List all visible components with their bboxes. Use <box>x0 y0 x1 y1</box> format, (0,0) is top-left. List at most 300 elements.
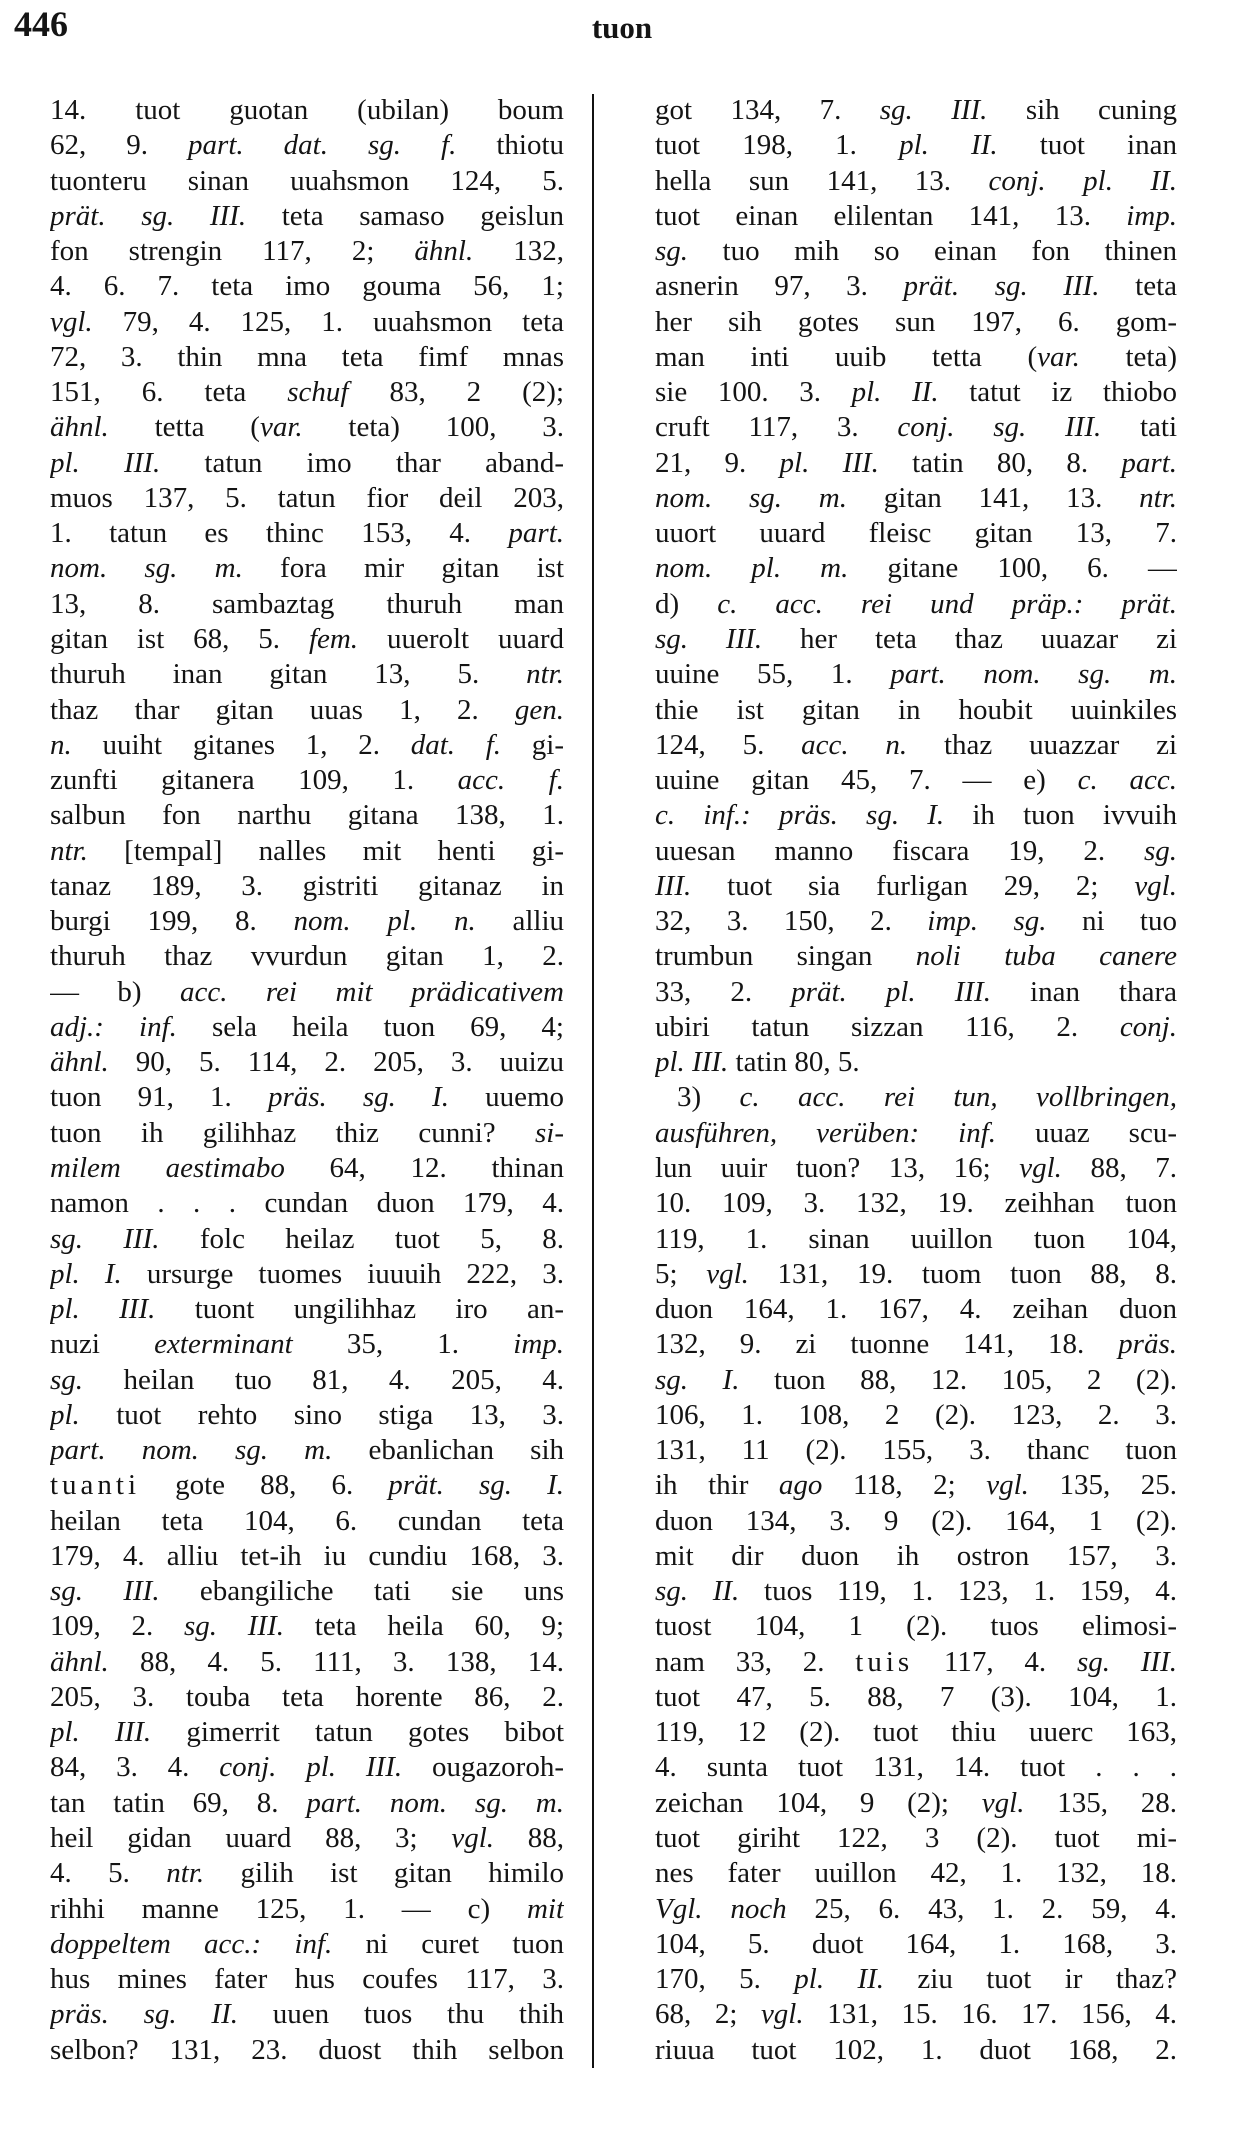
text-line <box>655 1609 1177 1644</box>
italic-abbrev: pl. III. <box>50 446 161 479</box>
text-line <box>655 834 1177 869</box>
text-segment: 4. 5. <box>50 1857 167 1890</box>
text-segment: 124, 5. <box>655 728 802 761</box>
text-line <box>50 1750 564 1785</box>
italic-abbrev: ntr. <box>526 658 564 691</box>
text-segment: tuot rehto sino stiga 13, 3. <box>79 1398 564 1431</box>
italic-abbrev: pl. III. <box>779 446 879 479</box>
text-line <box>655 1363 1177 1398</box>
text-segment: 131, 15. 16. 17. 156, 4. <box>803 1998 1177 2031</box>
italic-abbrev: pl. III. <box>50 1716 152 1749</box>
text-line <box>655 1045 1177 1080</box>
italic-abbrev: acc. rei mit prädicativem <box>180 975 564 1008</box>
text-line <box>50 622 564 657</box>
italic-abbrev: nom. sg. m. <box>655 481 847 514</box>
italic-abbrev: vgl. <box>1019 1151 1062 1184</box>
italic-abbrev: pl. II. <box>794 1963 885 1996</box>
italic-abbrev: part. nom. sg. m. <box>306 1786 564 1819</box>
text-segment: uuiht gitanes 1, 2. <box>71 728 411 761</box>
text-line <box>655 269 1177 304</box>
italic-abbrev: sg. III. <box>655 622 763 655</box>
text-line <box>655 481 1177 516</box>
italic-abbrev: sg. <box>655 235 689 268</box>
text-segment: uuesan manno fiscara 19, 2. <box>655 834 1144 867</box>
text-segment: tatin 80, 8. <box>878 446 1122 479</box>
text-segment: 131, 11 (2). 155, 3. thanc tuon <box>655 1434 1177 1467</box>
text-segment: d) <box>655 587 718 620</box>
text-segment: teta samaso geislun <box>246 199 564 232</box>
text-segment: 117, 4. <box>913 1645 1077 1678</box>
text-segment: 64, 12. thinan <box>284 1151 564 1184</box>
text-segment: gitan 141, 13. <box>846 481 1140 514</box>
italic-abbrev: adj.: inf. <box>50 1010 177 1043</box>
italic-abbrev: c. acc. <box>1077 764 1177 797</box>
italic-abbrev: dat. f. <box>410 728 502 761</box>
text-segment: sela heila tuon 69, 4; <box>176 1010 564 1043</box>
text-segment: heilan tuo 81, 4. 205, 4. <box>83 1363 564 1396</box>
text-line <box>655 1186 1177 1221</box>
italic-abbrev: ähnl. <box>414 235 474 268</box>
text-line <box>50 2033 564 2068</box>
text-segment: teta) <box>1079 340 1177 373</box>
text-segment: ih tuon ivvuih <box>944 799 1177 832</box>
text-segment: 135, 28. <box>1024 1786 1177 1819</box>
text-segment: tuot giriht 122, 3 (2). tuot mi- <box>655 1822 1177 1855</box>
text-segment: her sih gotes sun 197, 6. gom- <box>655 305 1177 338</box>
text-line <box>50 587 564 622</box>
text-segment: burgi 199, 8. <box>50 905 294 938</box>
text-segment: folc heilaz tuot 5, 8. <box>159 1222 564 1255</box>
text-segment: nuzi <box>50 1328 155 1361</box>
right-column <box>655 93 1177 2068</box>
text-line <box>655 516 1177 551</box>
text-line <box>50 1080 564 1115</box>
text-segment: 83, 2 (2); <box>348 376 564 409</box>
text-segment: nes fater uuillon 42, 1. 132, 18. <box>655 1857 1177 1890</box>
text-segment: tuanti <box>50 1469 141 1502</box>
text-segment: ebanlichan sih <box>332 1434 564 1467</box>
text-line <box>655 1680 1177 1715</box>
text-segment: 109, 2. <box>50 1610 184 1643</box>
text-line <box>655 128 1177 163</box>
text-segment: uuen tuos thu thih <box>237 1998 564 2031</box>
text-segment: ubiri tatun sizzan 116, 2. <box>655 1010 1120 1043</box>
text-line <box>50 375 564 410</box>
text-line <box>655 1715 1177 1750</box>
text-segment: tuos 119, 1. 123, 1. 159, 4. <box>739 1575 1177 1608</box>
text-line <box>655 2033 1177 2068</box>
text-segment: selbon? 131, 23. duost thih selbon <box>50 2033 564 2066</box>
text-line <box>655 1010 1177 1045</box>
italic-abbrev: ähnl. <box>50 1046 109 1079</box>
text-line <box>50 1363 564 1398</box>
italic-abbrev: part. nom. sg. m. <box>50 1434 333 1467</box>
text-line <box>50 1786 564 1821</box>
text-line <box>655 93 1177 128</box>
text-segment: gitane 100, 6. — <box>848 552 1177 585</box>
text-segment: tatut iz thiobo <box>938 376 1177 409</box>
text-line <box>50 481 564 516</box>
text-line <box>655 1504 1177 1539</box>
text-segment: 179, 4. alliu tet-ih iu cundiu 168, 3. <box>50 1539 564 1572</box>
italic-abbrev: pl. II. <box>851 376 939 409</box>
italic-abbrev: part. <box>1121 446 1177 479</box>
text-segment: tan tatin 69, 8. <box>50 1786 307 1819</box>
text-line <box>50 1292 564 1327</box>
italic-abbrev: n. <box>50 728 72 761</box>
text-segment: uuemo <box>448 1081 564 1114</box>
italic-abbrev: acc. n. <box>801 728 908 761</box>
text-segment: 106, 1. 108, 2 (2). 123, 2. 3. <box>655 1398 1177 1431</box>
text-line <box>50 446 564 481</box>
italic-abbrev: pl. <box>50 1398 80 1431</box>
italic-abbrev: vgl. <box>706 1257 749 1290</box>
text-segment: 35, 1. <box>292 1328 514 1361</box>
italic-abbrev: pl. II. <box>899 129 998 162</box>
italic-abbrev: var. <box>259 411 303 444</box>
italic-abbrev: pl. III. <box>655 1046 729 1079</box>
text-segment: nam 33, 2. <box>655 1645 856 1678</box>
text-line <box>655 1292 1177 1327</box>
text-line <box>50 1433 564 1468</box>
text-segment: tetta ( <box>108 411 260 444</box>
italic-abbrev: conj. <box>1119 1010 1177 1043</box>
text-line <box>50 1539 564 1574</box>
text-line <box>50 1856 564 1891</box>
text-segment: heilan teta 104, 6. cundan teta <box>50 1504 564 1537</box>
text-segment: fon strengin 117, 2; <box>50 235 415 268</box>
text-line <box>50 128 564 163</box>
text-segment: 131, 19. tuom tuon 88, 8. <box>748 1257 1177 1290</box>
text-segment: tuot einan elilentan 141, 13. <box>655 199 1127 232</box>
text-segment: 132, <box>473 235 564 268</box>
text-segment: 88, <box>494 1822 564 1855</box>
text-line <box>50 869 564 904</box>
italic-abbrev: III. <box>655 869 692 902</box>
text-segment: tanaz 189, 3. gistriti gitanaz in <box>50 869 564 902</box>
text-segment: tatun imo thar aband- <box>160 446 564 479</box>
text-segment: 1. tatun es thinc 153, 4. <box>50 517 509 550</box>
text-segment: inan thara <box>990 975 1177 1008</box>
text-segment: 135, 25. <box>1028 1469 1177 1502</box>
italic-abbrev: sg. III. <box>879 94 988 126</box>
left-column <box>50 93 564 2068</box>
text-line <box>50 1222 564 1257</box>
italic-abbrev: sg. III. <box>50 1222 160 1255</box>
italic-abbrev: pl. I. <box>50 1257 122 1290</box>
italic-abbrev: milem aestimabo <box>50 1151 285 1184</box>
text-line <box>50 516 564 551</box>
text-segment: thie ist gitan in houbit uuinkiles <box>655 693 1177 726</box>
text-line <box>50 763 564 798</box>
text-segment: thaz thar gitan uuas 1, 2. <box>50 693 515 726</box>
italic-abbrev: präs. <box>1118 1328 1177 1361</box>
text-segment: zeichan 104, 9 (2); <box>655 1786 982 1819</box>
text-line <box>655 410 1177 445</box>
italic-abbrev: ago <box>778 1469 823 1502</box>
text-segment: 5; <box>655 1257 707 1290</box>
italic-abbrev: nom. pl. n. <box>293 905 476 938</box>
text-segment: riuua tuot 102, 1. duot 168, 2. <box>655 2033 1177 2066</box>
text-segment: rihhi manne 125, 1. — c) <box>50 1892 527 1925</box>
text-segment: ougazoroh- <box>402 1751 564 1784</box>
text-segment: 72, 3. thin mna teta fimf mnas <box>50 340 564 373</box>
text-segment: her teta thaz uuazar zi <box>762 622 1177 655</box>
text-line <box>655 1116 1177 1151</box>
italic-abbrev: mit <box>526 1892 564 1925</box>
text-segment: gitan ist 68, 5. <box>50 622 309 655</box>
text-line <box>50 1151 564 1186</box>
text-line <box>50 1468 564 1503</box>
italic-abbrev: sg. I. <box>655 1363 740 1396</box>
text-line <box>50 199 564 234</box>
italic-abbrev: präs. sg. II. <box>50 1998 238 2031</box>
text-segment: 170, 5. <box>655 1963 795 1996</box>
text-segment: thaz uuazzar zi <box>907 728 1177 761</box>
text-segment: thuruh thaz vvurdun gitan 1, 2. <box>50 940 564 973</box>
italic-abbrev: imp. sg. <box>927 905 1047 938</box>
text-segment: muos 137, 5. tatun fior deil 203, <box>50 481 564 514</box>
text-line <box>50 1010 564 1045</box>
text-line <box>655 1222 1177 1257</box>
text-segment: teta <box>1099 270 1177 303</box>
text-line <box>50 93 564 128</box>
text-segment: gimerrit tatun gotes bibot <box>151 1716 564 1749</box>
italic-abbrev: vgl. <box>451 1822 495 1855</box>
text-line <box>50 798 564 833</box>
italic-abbrev: c. acc. rei tun, vollbringen, <box>739 1081 1177 1114</box>
text-segment: lun uuir tuon? 13, 16; <box>655 1151 1020 1184</box>
text-segment: tati <box>1101 411 1177 444</box>
text-segment: sie 100. 3. <box>655 376 852 409</box>
text-line <box>655 551 1177 586</box>
text-line <box>655 1997 1177 2032</box>
text-segment: 14. tuot guotan (ubilan) boum <box>50 94 564 126</box>
text-segment: ih thir <box>655 1469 779 1502</box>
italic-abbrev: präs. sg. I. <box>267 1081 449 1114</box>
italic-abbrev: imp. <box>513 1328 564 1361</box>
text-segment: tuon 88, 12. 105, 2 (2). <box>739 1363 1177 1396</box>
text-segment: 32, 3. 150, 2. <box>655 905 928 938</box>
text-line <box>655 340 1177 375</box>
text-segment: 104, 5. duot 164, 1. 168, 3. <box>655 1927 1177 1960</box>
italic-abbrev: ntr. <box>166 1857 205 1890</box>
italic-abbrev: conj. sg. III. <box>897 411 1102 444</box>
text-segment: tuonteru sinan uuahsmon 124, 5. <box>50 164 564 197</box>
italic-abbrev: ähnl. <box>50 1645 109 1678</box>
italic-abbrev: sg. III. <box>184 1610 285 1643</box>
italic-abbrev: exterminant <box>154 1328 293 1361</box>
text-line <box>50 728 564 763</box>
page-number: 446 <box>14 4 68 44</box>
text-segment: 88, 4. 5. 111, 3. 138, 14. <box>108 1645 564 1678</box>
italic-abbrev: nom. sg. m. <box>50 552 243 585</box>
text-segment: ni curet tuon <box>332 1927 564 1960</box>
italic-abbrev: sg. II. <box>655 1575 740 1608</box>
text-line <box>50 834 564 869</box>
italic-abbrev: ntr. <box>1139 481 1177 514</box>
text-segment: salbun fon narthu gitana 138, 1. <box>50 799 564 832</box>
text-line <box>50 1186 564 1221</box>
text-line <box>50 410 564 445</box>
text-line <box>655 234 1177 269</box>
text-line <box>655 939 1177 974</box>
text-line <box>655 798 1177 833</box>
italic-abbrev: pl. III. <box>50 1293 156 1326</box>
text-line <box>655 1398 1177 1433</box>
text-line <box>50 551 564 586</box>
text-segment: sih cuning <box>987 94 1177 126</box>
text-segment: got 134, 7. <box>655 94 880 126</box>
text-segment: 33, 2. <box>655 975 792 1008</box>
text-line <box>50 904 564 939</box>
italic-abbrev: c. acc. rei und präp.: prät. <box>717 587 1177 620</box>
text-segment: alliu <box>475 905 564 938</box>
italic-abbrev: imp. <box>1126 199 1177 232</box>
text-line <box>655 1821 1177 1856</box>
text-segment: uuine 55, 1. <box>655 658 891 691</box>
text-segment: tuot 198, 1. <box>655 129 900 162</box>
text-segment: trumbun singan <box>655 940 916 973</box>
text-line <box>655 164 1177 199</box>
text-segment: duon 164, 1. 167, 4. zeihan duon <box>655 1293 1177 1326</box>
text-segment: [tempal] nalles mit henti gi- <box>87 834 564 867</box>
text-segment: ebangiliche tati sie uns <box>159 1575 564 1608</box>
column-divider <box>592 94 594 2068</box>
italic-abbrev: ähnl. <box>50 411 109 444</box>
text-segment: asnerin 97, 3. <box>655 270 904 303</box>
text-segment: — b) <box>50 975 181 1008</box>
text-line <box>50 305 564 340</box>
text-line <box>655 199 1177 234</box>
text-line <box>50 1962 564 1997</box>
text-line <box>50 1116 564 1151</box>
text-segment: tuont ungilihhaz iro an- <box>155 1293 564 1326</box>
text-segment: mit dir duon ih ostron 157, 3. <box>655 1539 1177 1572</box>
italic-abbrev: noli tuba canere <box>915 940 1177 973</box>
text-line <box>655 1433 1177 1468</box>
text-segment: tuon 91, 1. <box>50 1081 268 1114</box>
italic-abbrev: part. nom. sg. m. <box>890 658 1177 691</box>
text-line <box>655 975 1177 1010</box>
text-line <box>655 904 1177 939</box>
text-segment: 205, 3. touba teta horente 86, 2. <box>50 1680 564 1713</box>
text-segment: tuot inan <box>997 129 1177 162</box>
text-line <box>50 1327 564 1362</box>
text-segment: ni tuo <box>1046 905 1177 938</box>
italic-abbrev: sg. III. <box>50 1575 160 1608</box>
italic-abbrev: sg. <box>1143 834 1177 867</box>
text-line <box>50 1927 564 1962</box>
text-line <box>655 1645 1177 1680</box>
text-line <box>50 340 564 375</box>
italic-abbrev: vgl. <box>1134 869 1177 902</box>
text-line <box>50 1574 564 1609</box>
text-line <box>50 1892 564 1927</box>
italic-abbrev: fem. <box>308 622 359 655</box>
text-line <box>655 446 1177 481</box>
text-line <box>655 763 1177 798</box>
text-line <box>50 1257 564 1292</box>
text-segment: gilih ist gitan himilo <box>204 1857 564 1890</box>
text-segment: 151, 6. teta <box>50 376 288 409</box>
text-line <box>655 1468 1177 1503</box>
text-segment: 4. 6. 7. teta imo gouma 56, 1; <box>50 270 564 303</box>
text-segment: 119, 1. sinan uuillon tuon 104, <box>655 1222 1177 1255</box>
text-segment: 3) <box>677 1081 740 1114</box>
text-segment: tuost 104, 1 (2). tuos elimosi- <box>655 1610 1177 1643</box>
italic-abbrev: conj. pl. II. <box>988 164 1177 197</box>
italic-abbrev: prät. sg. III. <box>903 270 1100 303</box>
running-head: tuon <box>591 10 653 45</box>
text-segment: uuine gitan 45, 7. — e) <box>655 764 1078 797</box>
text-segment: 79, 4. 125, 1. uuahsmon teta <box>92 305 564 338</box>
italic-abbrev: conj. pl. III. <box>219 1751 403 1784</box>
text-segment: tuot 47, 5. 88, 7 (3). 104, 1. <box>655 1680 1177 1713</box>
text-segment: tatin 80, 5. <box>728 1046 860 1079</box>
text-line <box>655 657 1177 692</box>
text-segment: tuo mih so einan fon thinen <box>688 235 1177 268</box>
text-line <box>655 1750 1177 1785</box>
text-segment: 68, 2; <box>655 1998 761 2031</box>
text-line <box>50 1609 564 1644</box>
text-segment: 132, 9. zi tuonne 141, 18. <box>655 1328 1119 1361</box>
text-segment: 10. 109, 3. 132, 19. zeihhan tuon <box>655 1187 1177 1220</box>
italic-abbrev: si- <box>535 1116 564 1149</box>
text-segment: gi- <box>501 728 564 761</box>
text-line <box>50 1715 564 1750</box>
text-segment: 119, 12 (2). tuot thiu uuerc 163, <box>655 1716 1177 1749</box>
italic-abbrev: nom. pl. m. <box>655 552 849 585</box>
text-segment: tuot sia furligan 29, 2; <box>691 869 1135 902</box>
text-line <box>655 1856 1177 1891</box>
text-segment: thuruh inan gitan 13, 5. <box>50 658 527 691</box>
text-segment: tuis <box>855 1645 914 1678</box>
text-line <box>50 1645 564 1680</box>
text-segment: tuon ih gilihhaz thiz cunni? <box>50 1116 535 1149</box>
text-line <box>50 1997 564 2032</box>
italic-abbrev: ausführen, verüben: inf. <box>655 1116 997 1149</box>
text-line <box>655 375 1177 410</box>
text-line <box>655 622 1177 657</box>
text-line <box>50 975 564 1010</box>
text-segment: cruft 117, 3. <box>655 411 898 444</box>
text-line <box>655 305 1177 340</box>
text-segment: thiotu <box>456 129 564 162</box>
text-line <box>50 1680 564 1715</box>
text-segment: 62, 9. <box>50 129 189 162</box>
text-line <box>50 269 564 304</box>
text-line <box>50 234 564 269</box>
italic-abbrev: c. inf.: präs. sg. I. <box>655 799 945 832</box>
text-line <box>50 1504 564 1539</box>
text-segment: uuort uuard fleisc gitan 13, 7. <box>655 517 1177 550</box>
text-line <box>655 1151 1177 1186</box>
text-line <box>655 693 1177 728</box>
italic-abbrev: ntr. <box>50 834 88 867</box>
text-segment: ziu tuot ir thaz? <box>884 1963 1177 1996</box>
text-line <box>50 1045 564 1080</box>
text-line <box>655 728 1177 763</box>
italic-abbrev: schuf <box>287 376 349 409</box>
text-line <box>655 1927 1177 1962</box>
italic-abbrev: vgl. <box>981 1786 1025 1819</box>
italic-abbrev: vgl. <box>986 1469 1029 1502</box>
italic-abbrev: sg. <box>50 1363 84 1396</box>
text-segment: duon 134, 3. 9 (2). 164, 1 (2). <box>655 1504 1177 1537</box>
text-segment: namon . . . cundan duon 179, 4. <box>50 1187 564 1220</box>
text-segment: teta) 100, 3. <box>302 411 564 444</box>
